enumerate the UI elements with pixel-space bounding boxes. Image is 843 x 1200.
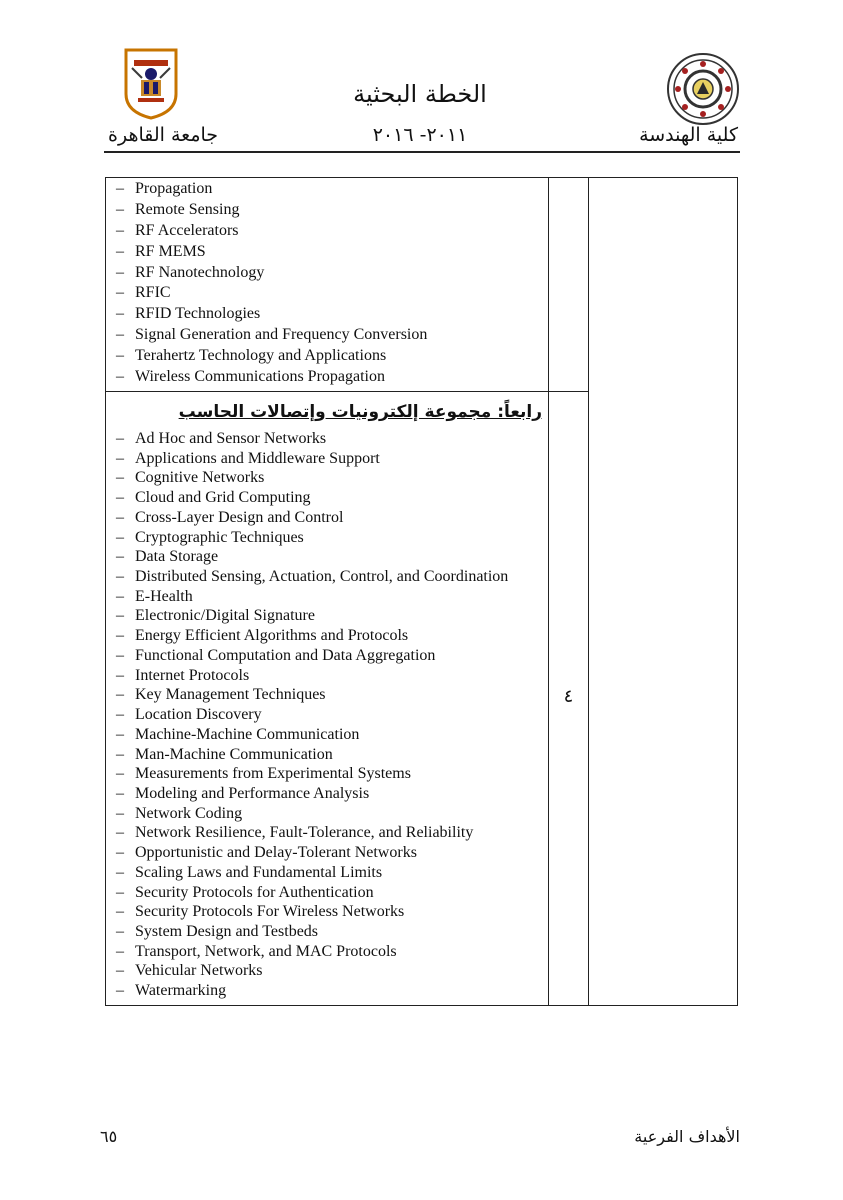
list-item: – Distributed Sensing, Actuation, Control, and Coordination xyxy=(105,567,545,587)
section-heading: رابعاً: مجموعة إلكترونيات وإتصالات الحاسب xyxy=(178,402,542,422)
list-item: – Vehicular Networks xyxy=(105,961,545,981)
list-item: – Terahertz Technology and Applications xyxy=(105,346,545,367)
plan-years: ٢٠١١- ٢٠١٦ xyxy=(372,124,468,146)
list-item: – Network Resilience, Fault-Tolerance, and Reliability xyxy=(105,823,545,843)
list-item: – Security Protocols For Wireless Networks xyxy=(105,902,545,922)
faculty-of-engineering-logo-icon xyxy=(666,52,740,126)
list-item: – Location Discovery xyxy=(105,705,545,725)
list-item: – Scaling Laws and Fundamental Limits xyxy=(105,863,545,883)
list-item: – Electronic/Digital Signature xyxy=(105,606,545,626)
list-item: – Cryptographic Techniques xyxy=(105,528,545,548)
list-item: – E-Health xyxy=(105,587,545,607)
list-item: – RFIC xyxy=(105,283,545,304)
list-item: – Functional Computation and Data Aggregation xyxy=(105,646,545,666)
list-item: – Propagation xyxy=(105,179,545,200)
page-title: الخطة البحثية xyxy=(353,80,487,108)
list-item: – RF Nanotechnology xyxy=(105,263,545,284)
list-item: – Data Storage xyxy=(105,547,545,567)
list-item: – Watermarking xyxy=(105,981,545,1001)
header-divider xyxy=(104,151,740,153)
list-item: – Energy Efficient Algorithms and Protocols xyxy=(105,626,545,646)
list-item: – Remote Sensing xyxy=(105,200,545,221)
list-item: – System Design and Testbeds xyxy=(105,922,545,942)
list-item: – Modeling and Performance Analysis xyxy=(105,784,545,804)
faculty-name: كلية الهندسة xyxy=(639,124,738,146)
list-item: – Ad Hoc and Sensor Networks xyxy=(105,429,545,449)
list-item: – RFID Technologies xyxy=(105,304,545,325)
list-item: – Cloud and Grid Computing xyxy=(105,488,545,508)
table-column-divider xyxy=(548,177,549,1006)
table-column-divider xyxy=(588,177,589,1006)
list-item: – Measurements from Experimental Systems xyxy=(105,764,545,784)
list-item: – Applications and Middleware Support xyxy=(105,449,545,469)
list-item: – Signal Generation and Frequency Conversion xyxy=(105,325,545,346)
university-name: جامعة القاهرة xyxy=(108,124,219,146)
list-item: – Internet Protocols xyxy=(105,666,545,686)
footer-label: الأهداف الفرعية xyxy=(634,1127,740,1146)
list-item: – Man-Machine Communication xyxy=(105,745,545,765)
list-item: – Opportunistic and Delay-Tolerant Networks xyxy=(105,843,545,863)
section-number: ٤ xyxy=(563,686,574,707)
list-item: – Transport, Network, and MAC Protocols xyxy=(105,942,545,962)
page-number: ٦٥ xyxy=(100,1127,118,1146)
list-item: – Machine-Machine Communication xyxy=(105,725,545,745)
list-item: – Network Coding xyxy=(105,804,545,824)
list-item: – Cognitive Networks xyxy=(105,468,545,488)
topic-list-top xyxy=(105,179,545,388)
list-item: – Key Management Techniques xyxy=(105,685,545,705)
list-item: – Cross-Layer Design and Control xyxy=(105,508,545,528)
list-item: – Wireless Communications Propagation xyxy=(105,367,545,388)
list-item: – RF MEMS xyxy=(105,242,545,263)
list-item: – RF Accelerators xyxy=(105,221,545,242)
list-item: – Security Protocols for Authentication xyxy=(105,883,545,903)
cairo-university-logo-icon xyxy=(124,48,178,120)
table-row-divider xyxy=(105,391,589,392)
topic-list-bottom xyxy=(105,429,545,1001)
